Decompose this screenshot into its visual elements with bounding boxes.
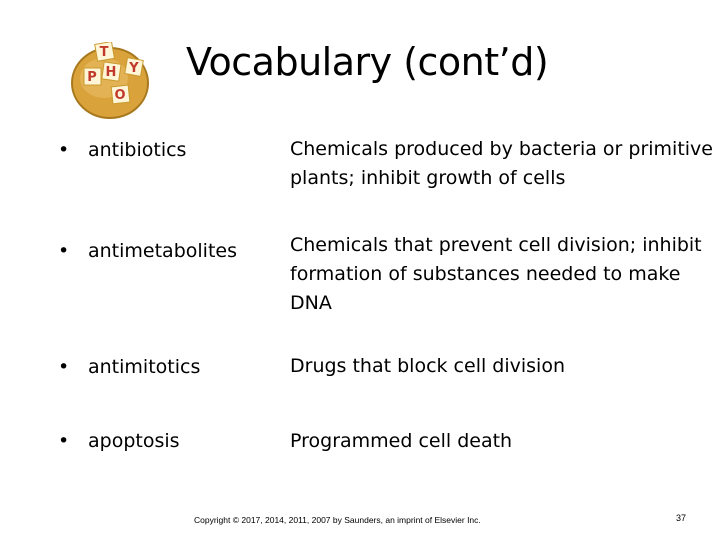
- logo-letter: P: [87, 70, 97, 85]
- term-item: • antimitotics: [58, 356, 201, 378]
- term-definition: Chemicals that prevent cell division; inhibit formation of substances needed to make DNA: [290, 234, 702, 314]
- logo-letter: Y: [129, 61, 139, 76]
- term-label: apoptosis: [88, 430, 180, 452]
- term-definition: Programmed cell death: [290, 430, 513, 452]
- word-tiles-logo: [70, 42, 154, 120]
- logo-letter: T: [99, 45, 109, 60]
- logo-letter: O: [114, 88, 126, 103]
- term-label: antibiotics: [88, 139, 187, 161]
- term-item: • antibiotics: [58, 139, 187, 161]
- slide-title: Vocabulary (cont’d): [186, 40, 549, 84]
- term-definition: Drugs that block cell division: [290, 355, 565, 377]
- logo-letter: H: [105, 65, 117, 80]
- copyright-footer: Copyright © 2017, 2014, 2011, 2007 by Saunders, an imprint of Elsevier Inc.: [194, 515, 481, 525]
- page-number: 37: [676, 513, 687, 523]
- term-label: antimitotics: [88, 356, 201, 378]
- term-item: • apoptosis: [58, 430, 180, 452]
- term-item: • antimetabolites: [58, 240, 237, 262]
- term-definition: Chemicals produced by bacteria or primitive plants; inhibit growth of cells: [290, 138, 713, 189]
- term-label: antimetabolites: [88, 240, 237, 262]
